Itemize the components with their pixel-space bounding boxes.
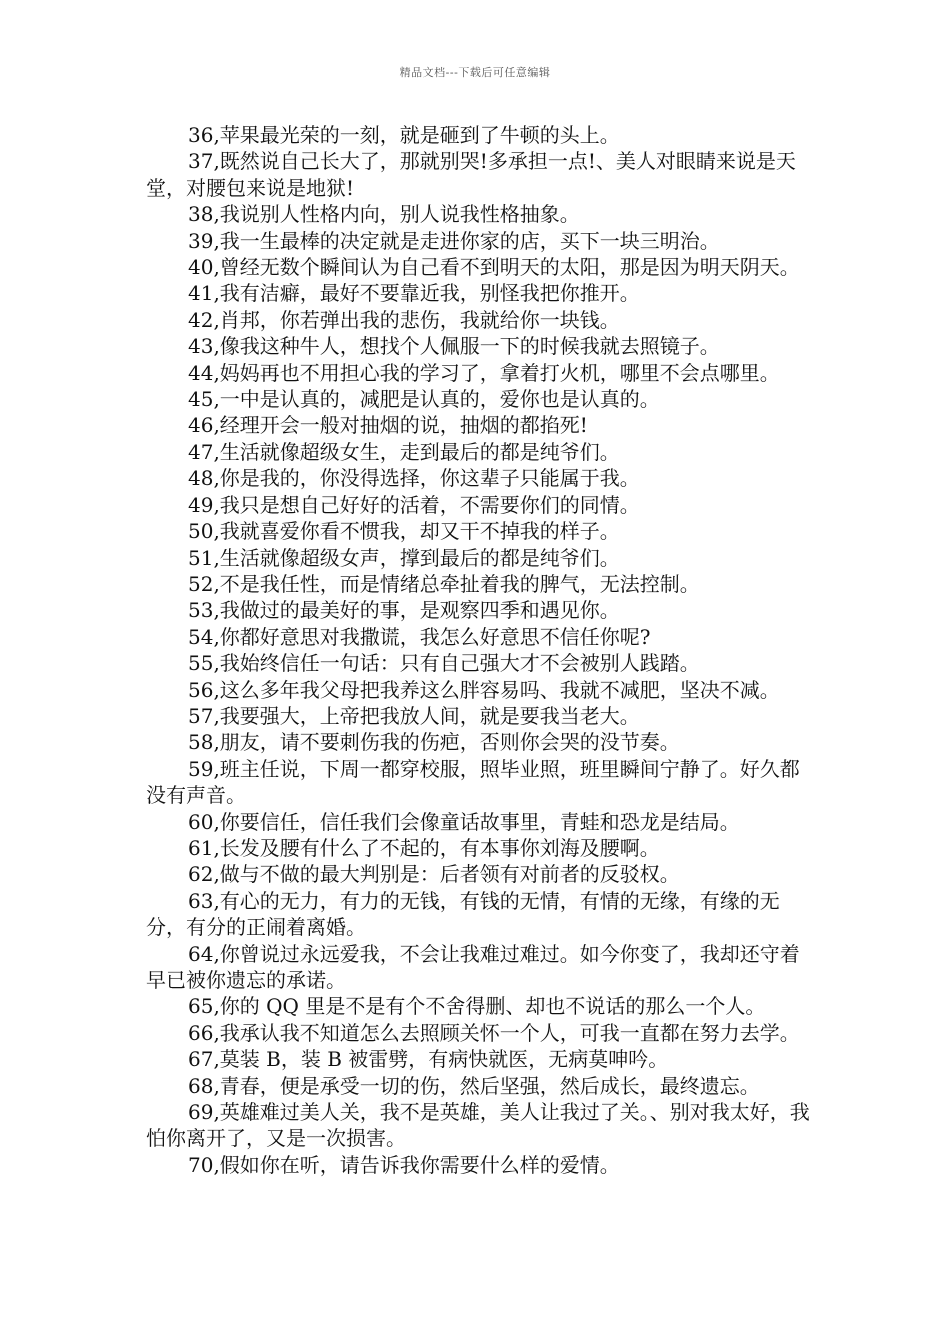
list-item: 44,妈妈再也不用担心我的学习了，拿着打火机，哪里不会点哪里。: [188, 360, 780, 385]
list-item: 55,我始终信任一句话：只有自己强大才不会被别人践踏。: [188, 651, 700, 676]
list-item: 45,一中是认真的，减肥是认真的，爱你也是认真的。: [188, 387, 660, 412]
list-item: 54,你都好意思对我撒谎，我怎么好意思不信任你呢?: [188, 624, 651, 649]
list-item: 36,苹果最光荣的一刻，就是砸到了牛顿的头上。: [188, 123, 620, 147]
list-item: 41,我有洁癖，最好不要靠近我，别怪我把你推开。: [188, 281, 640, 306]
list-item: 53,我做过的最美好的事，是观察四季和遇见你。: [188, 598, 620, 623]
list-item: 70,假如你在听，请告诉我你需要什么样的爱情。: [188, 1152, 620, 1177]
list-item: 63,有心的无力，有力的无钱，有钱的无情，有情的无缘，有缘的无分，有分的正闹着离婚。: [146, 888, 780, 940]
document-body: [146, 122, 816, 1178]
list-item: 61,长发及腰有什么了不起的，有本事你刘海及腰啊。: [188, 835, 660, 860]
list-item: 51,生活就像超级女声，撑到最后的都是纯爷们。: [188, 545, 620, 570]
list-item: 42,肖邦，你若弹出我的悲伤，我就给你一块钱。: [188, 307, 620, 332]
list-item: 50,我就喜爱你看不惯我，却又干不掉我的样子。: [188, 519, 620, 544]
list-item: 57,我要强大，上帝把我放人间，就是要我当老大。: [188, 703, 640, 728]
list-item: 65,你的 QQ 里是不是有个不舍得删、却也不说话的那么一个人。: [188, 994, 766, 1019]
list-item: 64,你曾说过永远爱我，不会让我难过难过。如今你变了，我却还守着早已被你遗忘的承诺。: [146, 941, 800, 992]
list-item: 58,朋友，请不要刺伤我的伤疤，否则你会哭的没节奏。: [188, 730, 680, 755]
list-item: 68,青春，便是承受一切的伤，然后坚强，然后成长，最终遗忘。: [188, 1073, 760, 1098]
list-item: 62,做与不做的最大判别是：后者领有对前者的反驳权。: [188, 862, 680, 887]
list-item: 39,我一生最棒的决定就是走进你家的店，买下一块三明治。: [188, 228, 720, 253]
list-item: 56,这么多年我父母把我养这么胖容易吗、我就不减肥，坚决不减。: [188, 677, 780, 702]
list-item: 38,我说别人性格内向，别人说我性格抽象。: [188, 202, 580, 227]
list-item: 59,班主任说，下周一都穿校服，照毕业照，班里瞬间宁静了。好久都没有声音。: [146, 756, 800, 808]
list-item: 47,生活就像超级女生，走到最后的都是纯爷们。: [188, 439, 620, 464]
list-item: 43,像我这种牛人，想找个人佩服一下的时候我就去照镜子。: [188, 334, 720, 359]
list-item: 67,莫装 B，装 B 被雷劈，有病快就医，无病莫呻吟。: [188, 1047, 669, 1072]
list-item: 60,你要信任，信任我们会像童话故事里，青蛙和恐龙是结局。: [188, 809, 740, 834]
list-item: 48,你是我的，你没得选择，你这辈子只能属于我。: [188, 466, 640, 491]
list-item: 66,我承认我不知道怎么去照顾关怀一个人，可我一直都在努力去学。: [188, 1020, 800, 1045]
list-item: 40,曾经无数个瞬间认为自己看不到明天的太阳，那是因为明天阴天。: [188, 255, 800, 280]
list-item: 49,我只是想自己好好的活着，不需要你们的同情。: [188, 492, 640, 517]
list-item: 37,既然说自己长大了，那就别哭!多承担一点!、美人对眼睛来说是天堂，对腰包来说是地狱!: [146, 149, 796, 200]
list-item: 52,不是我任性，而是情绪总牵扯着我的脾气，无法控制。: [188, 571, 700, 596]
page-header: 精品文档---下载后可任意编辑: [399, 66, 551, 79]
list-item: 69,英雄难过美人关，我不是英雄，美人让我过了关。、别对我太好，我怕你离开了，又是一次损害。: [146, 1100, 810, 1151]
list-item: 46,经理开会一般对抽烟的说，抽烟的都掐死!: [188, 413, 588, 438]
